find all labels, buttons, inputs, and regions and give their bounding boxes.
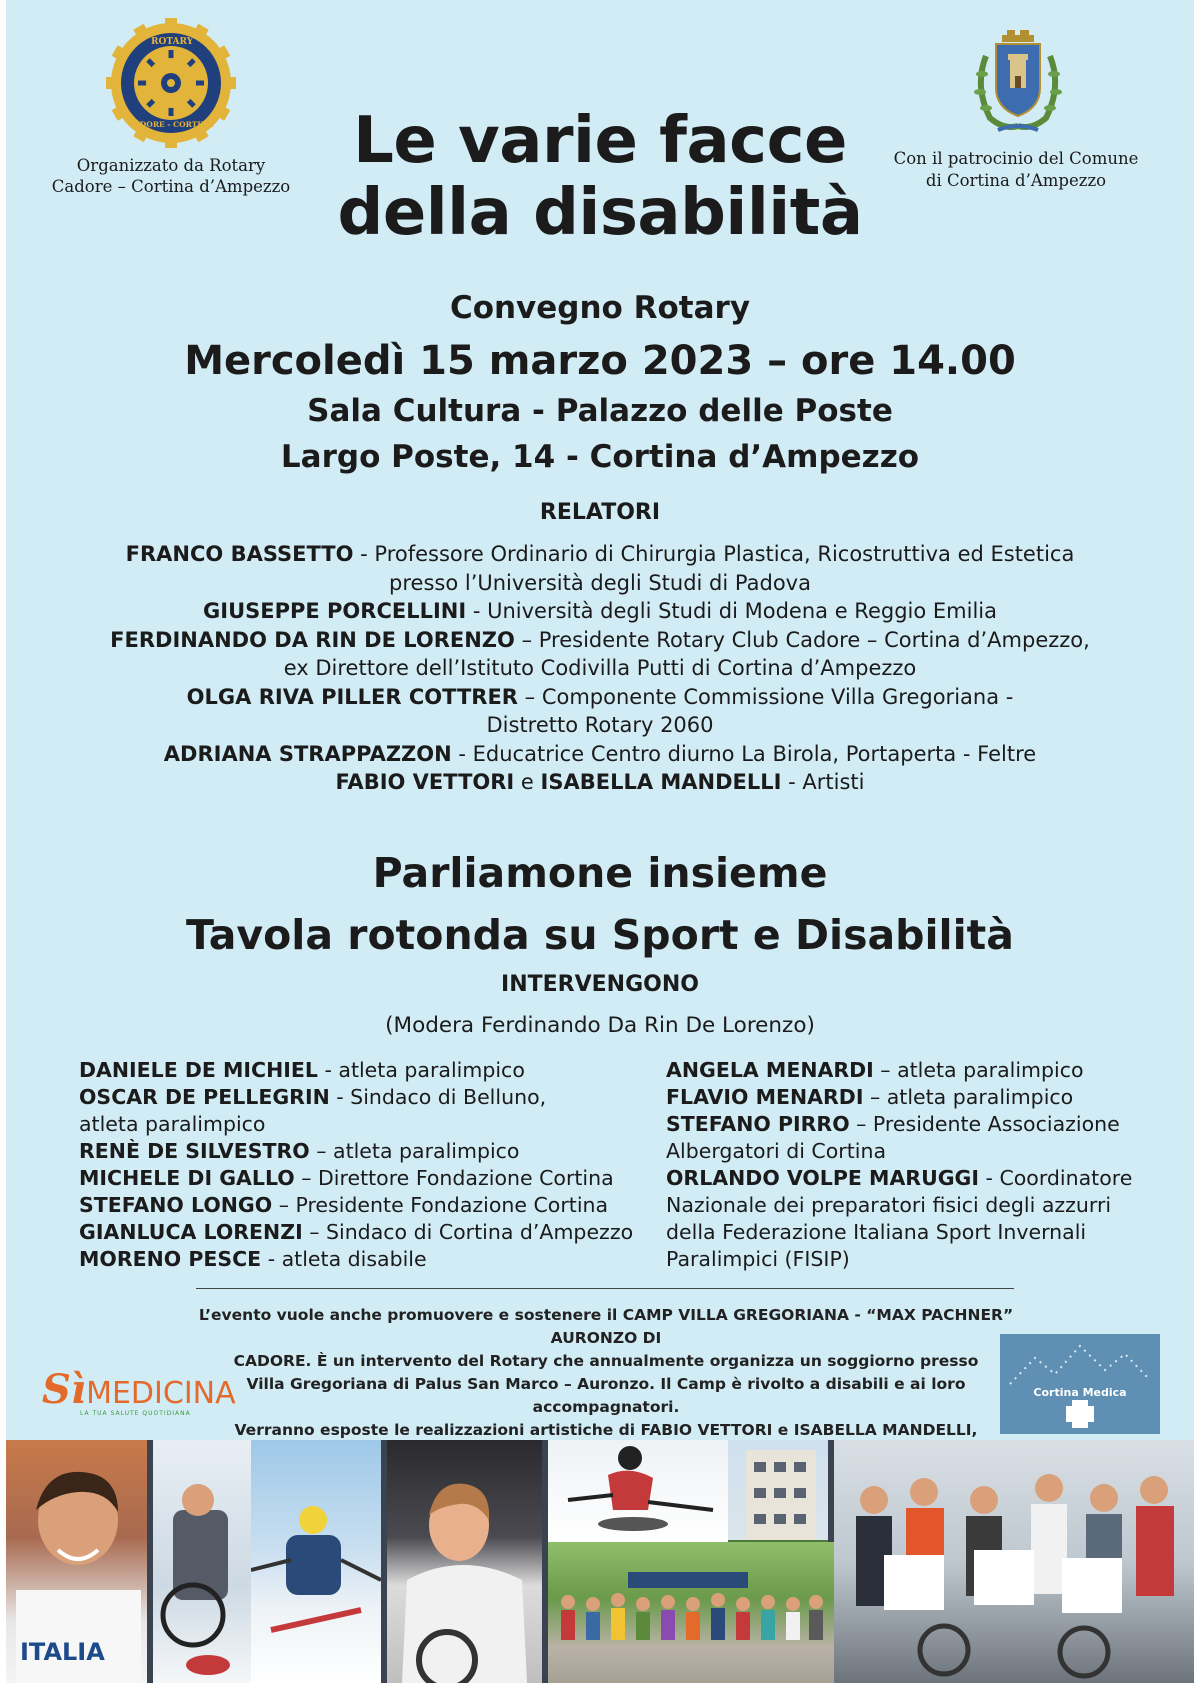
participant-left-line: [79, 1192, 633, 1219]
person-role: Distretto Rotary 2060: [486, 713, 714, 737]
participant-left-line: [79, 1111, 633, 1138]
participant-left-line: [79, 1138, 633, 1165]
person-role: - Educatrice Centro diurno La Birola, Portaperta - Feltre: [451, 741, 1037, 766]
relatori-list: [6, 540, 1194, 797]
simedicina-si: Sì: [42, 1366, 87, 1413]
participant-right-line: [666, 1219, 1132, 1246]
photo-fencer: [387, 1440, 542, 1683]
person-name: FERDINANDO DA RIN DE LORENZO: [110, 627, 515, 652]
camp-note-line: Verranno esposte le realizzazioni artistiche di FABIO VETTORI e ISABELLA MANDELLI,: [234, 1421, 978, 1439]
organizer-caption-line2: Cadore – Cortina d’Ampezzo: [51, 177, 291, 196]
person-role: Nazionale dei preparatori fisici degli azzurri: [666, 1193, 1112, 1217]
title-line1: Le varie facce: [353, 104, 847, 178]
person-role: – Sindaco di Cortina d’Ampezzo: [302, 1220, 634, 1244]
participant-left-line: [79, 1219, 633, 1246]
photo-collage: [6, 1440, 1194, 1683]
participant-right-line: [666, 1165, 1132, 1192]
person-role: - Università degli Studi di Modena e Reggio Emilia: [466, 599, 997, 623]
camp-note-line: CADORE. È un intervento del Rotary che annualmente organizza un soggiorno presso: [233, 1352, 979, 1370]
participant-left-line: [79, 1165, 633, 1192]
relatori-line: [6, 740, 1194, 769]
event-venue: [6, 388, 1194, 480]
relatori-line: [6, 540, 1194, 569]
participant-left-line: [79, 1246, 633, 1273]
relatori-lines: [6, 540, 1194, 768]
person-role: - Professore Ordinario di Chirurgia Plastica, Ricostruttiva ed Estetica: [353, 542, 1075, 566]
italia-text: ITALIA: [20, 1638, 105, 1666]
relatori-line: [6, 711, 1194, 740]
person-name: ANGELA MENARDI: [666, 1058, 874, 1082]
person-role: - atleta paralimpico: [317, 1058, 525, 1082]
divider: [196, 1288, 1014, 1289]
person-name: MICHELE DI GALLO: [79, 1166, 295, 1190]
cortina-medica-logo: [1000, 1334, 1160, 1434]
person-role: presso l’Università degli Studi di Padova: [389, 570, 811, 595]
person-role: Paralimpici (FISIP): [666, 1247, 850, 1271]
patronage-caption-line1: Con il patrocinio del Comune: [893, 149, 1139, 168]
speaker-name: FABIO VETTORI: [335, 770, 515, 794]
participant-right-line: [666, 1192, 1132, 1219]
person-role: – atleta paralimpico: [309, 1139, 520, 1163]
event-date: Mercoledì 15 marzo 2023 – ore 14.00: [184, 338, 1016, 384]
camp-note-line: L’evento vuole anche promuovere e sostenere il CAMP VILLA GREGORIANA - “MAX PACHNER” AURONZO DI: [198, 1306, 1014, 1347]
participants-right: [666, 1057, 1132, 1273]
event-subtitle: Convegno Rotary: [449, 290, 751, 326]
person-name: ORLANDO VOLPE MARUGGI: [666, 1166, 980, 1190]
relatori-line: [6, 683, 1194, 712]
person-role: - atleta disabile: [261, 1247, 427, 1271]
person-role: ex Direttore dell’Istituto Codivilla Putti di Cortina d’Ampezzo: [283, 656, 917, 680]
relatori-line-artists: [6, 768, 1194, 797]
person-name: DANIELE DE MICHIEL: [79, 1058, 318, 1082]
participants-left: [79, 1057, 633, 1273]
person-name: FLAVIO MENARDI: [666, 1085, 864, 1109]
relatori-heading: RELATORI: [539, 500, 661, 525]
simedicina-tagline: LA TUA SALUTE QUOTIDIANA: [80, 1410, 191, 1417]
photo-group-outdoor: [548, 1542, 834, 1683]
simedicina-logo: [42, 1366, 252, 1422]
person-role: – Presidente Fondazione Cortina: [272, 1193, 609, 1217]
person-role: – Direttore Fondazione Cortina: [294, 1166, 614, 1190]
person-role: Albergatori di Cortina: [666, 1139, 887, 1163]
tavola-title: [6, 842, 1194, 966]
photo-athlete-portrait: [6, 1440, 147, 1683]
person-name: ADRIANA STRAPPAZZON: [163, 741, 452, 766]
person-role: – Presidente Associazione: [849, 1112, 1120, 1136]
venue-line2: Largo Poste, 14 - Cortina d’Ampezzo: [280, 439, 920, 475]
participant-right-line: [666, 1111, 1132, 1138]
person-role: - Coordinatore: [979, 1166, 1133, 1190]
person-role: della Federazione Italiana Sport Invernali: [666, 1220, 1087, 1244]
intervengono-heading: INTERVENGONO: [501, 972, 699, 997]
photo-group-indoor: [834, 1440, 1194, 1683]
relatori-line: [6, 597, 1194, 626]
title-line2: della disabilità: [337, 176, 863, 250]
relatori-line: [6, 569, 1194, 598]
rotary-ring-text-top: ROTARY: [151, 37, 194, 47]
person-name: STEFANO LONGO: [79, 1193, 273, 1217]
mountain-dots-icon: [1000, 1334, 1160, 1434]
speaker-name: ISABELLA MANDELLI: [540, 770, 782, 794]
venue-line1: Sala Cultura - Palazzo delle Poste: [307, 393, 893, 429]
poster-title: [6, 105, 1194, 249]
participant-left-line: [79, 1084, 633, 1111]
photo-curling: [153, 1440, 251, 1683]
relatori-line: [6, 626, 1194, 655]
person-role: – Presidente Rotary Club Cadore – Cortina d’Ampezzo,: [514, 627, 1090, 652]
moderator-line: (Modera Ferdinando Da Rin De Lorenzo): [385, 1013, 815, 1038]
person-role: atleta paralimpico: [79, 1112, 266, 1136]
person-role: - Sindaco di Belluno,: [329, 1085, 547, 1109]
participant-right-line: [666, 1138, 1132, 1165]
participant-right-line: [666, 1057, 1132, 1084]
rotary-ring-text-bottom: CADORE - CORTINA: [128, 120, 214, 129]
person-role: – atleta paralimpico: [863, 1085, 1074, 1109]
organizer-caption-line1: Organizzato da Rotary: [76, 156, 266, 175]
photo-sledge-hockey: [548, 1440, 728, 1542]
person-name: MORENO PESCE: [79, 1247, 262, 1271]
simedicina-medicina: MEDICINA: [86, 1376, 236, 1411]
participant-right-line: [666, 1246, 1132, 1273]
relatori-line: [6, 654, 1194, 683]
person-name: OLGA RIVA PILLER COTTRER: [186, 684, 518, 709]
person-name: GIUSEPPE PORCELLINI: [203, 599, 467, 623]
speaker-conjunction: e: [514, 770, 541, 794]
event-poster: [6, 0, 1194, 1683]
patronage-caption-line2: di Cortina d’Ampezzo: [925, 171, 1107, 190]
speaker-role: - Artisti: [781, 770, 865, 794]
person-role: – atleta paralimpico: [873, 1058, 1084, 1082]
participant-right-line: [666, 1084, 1132, 1111]
person-name: STEFANO PIRRO: [666, 1112, 850, 1136]
person-name: FRANCO BASSETTO: [125, 542, 354, 566]
person-name: GIANLUCA LORENZI: [79, 1220, 303, 1244]
camp-note-line: Villa Gregoriana di Palus San Marco – Auronzo. Il Camp è rivolto a disabili e ai loro accompagnatori.: [246, 1375, 966, 1416]
cortina-medica-text: Cortina Medica: [1033, 1386, 1127, 1399]
person-name: OSCAR DE PELLEGRIN: [79, 1085, 330, 1109]
person-name: RENÈ DE SILVESTRO: [79, 1139, 310, 1163]
tavola-line1: Parliamone insieme: [372, 849, 828, 897]
photo-sledge-skier: [251, 1440, 381, 1683]
tavola-line2: Tavola rotonda su Sport e Disabilità: [186, 911, 1014, 959]
participant-left-line: [79, 1057, 633, 1084]
person-role: – Componente Commissione Villa Gregoriana -: [517, 684, 1014, 709]
